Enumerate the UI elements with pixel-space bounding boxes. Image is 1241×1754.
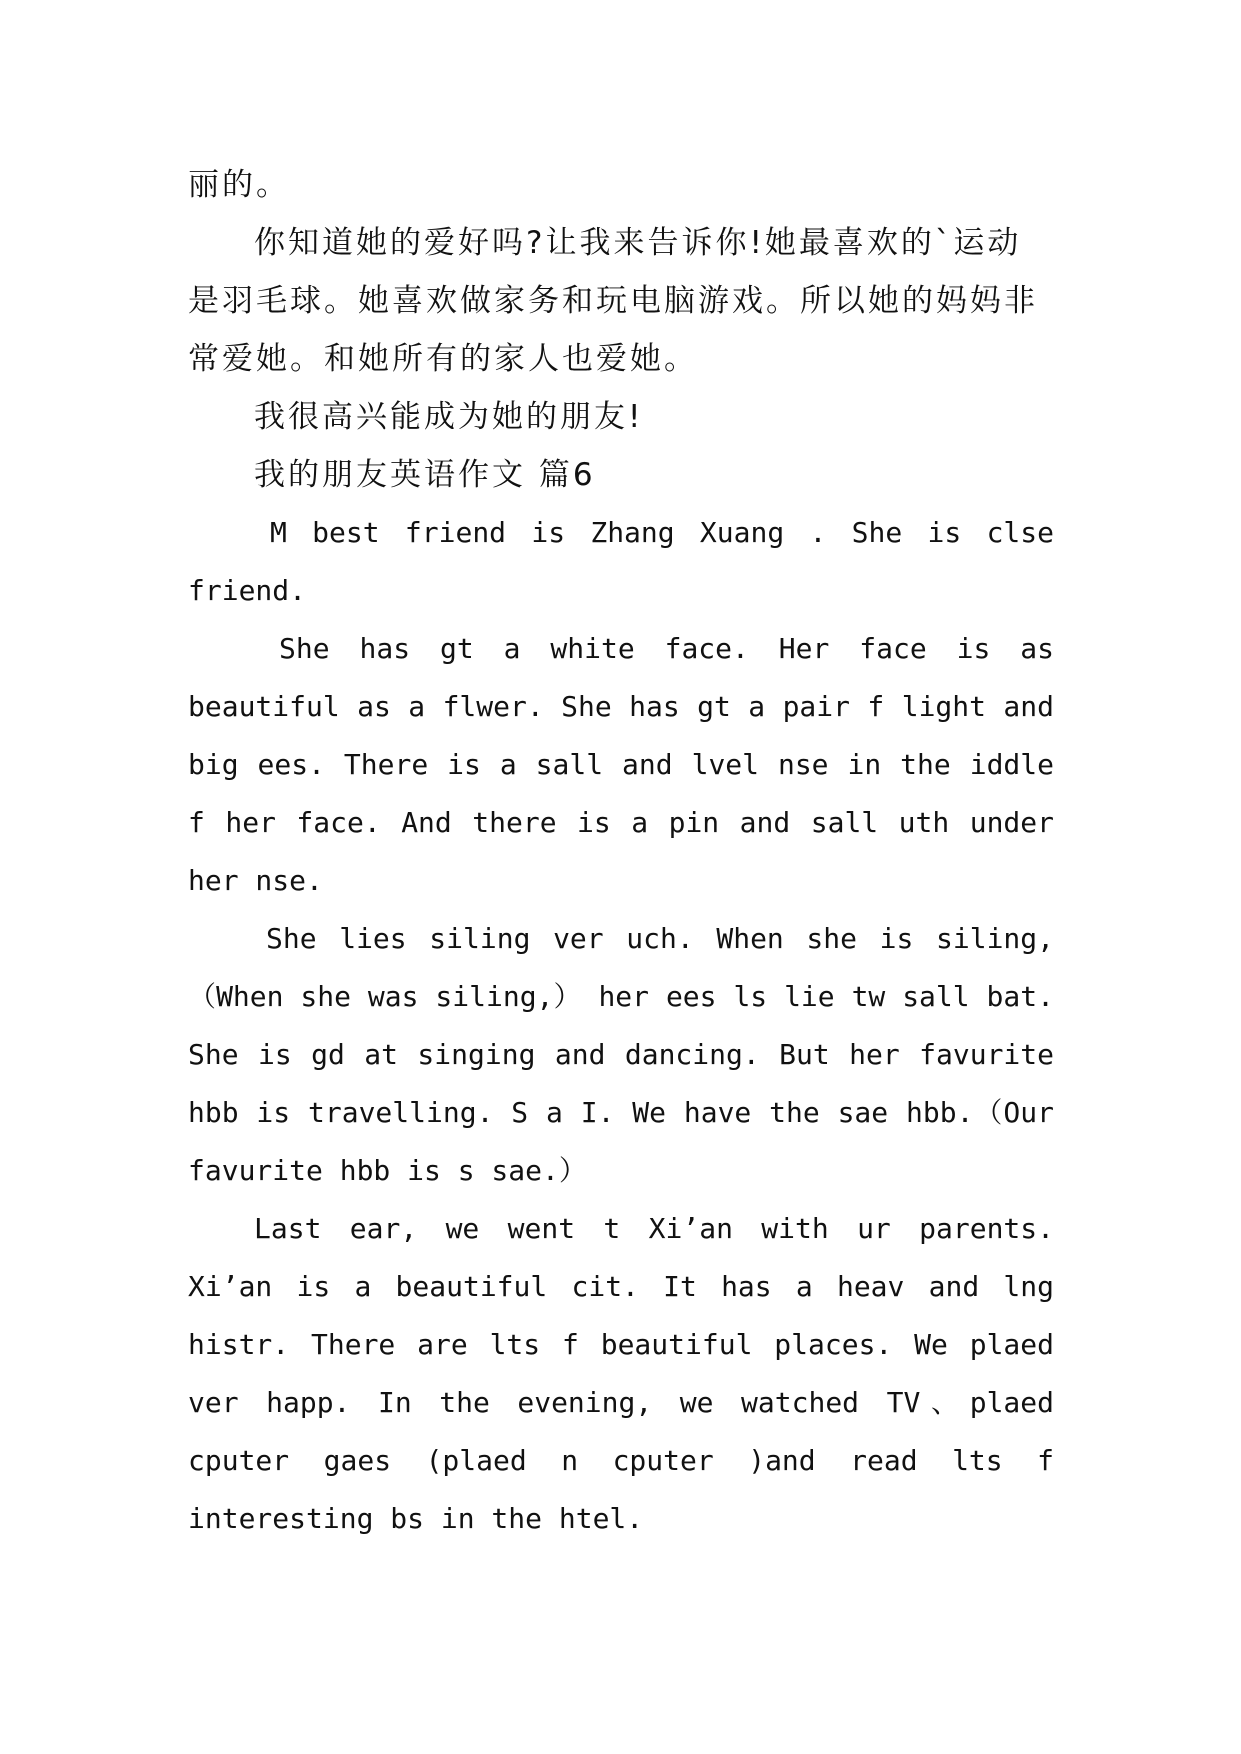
paragraph-6: She has gt a white face. Her face is as beautiful as a flwer. She has gt a pair f light and big ees. There is a sall and lvel nse in the iddle f her face. And there is a pin and sall uth under her nse.	[188, 632, 1054, 897]
document-body	[188, 156, 1054, 1548]
paragraph-5: M best friend is Zhang Xuang . She is clse friend.	[188, 516, 1054, 607]
paragraph-7: She lies siling ver uch. When she is siling,（When she was siling,） her ees ls lie tw sall bat. She is gd at singing and dancing. But her favurite hbb is travelling. S a I. We have the sae hbb.（Our favurite hbb is s sae.）	[188, 922, 1054, 1187]
paragraph-8: Last ear, we went t Xi’an with ur parents. Xi’an is a beautiful cit. It has a heav and lng histr. There are lts f beautiful places. We plaed ver happ. In the evening, we watched TV、plaed cputer gaes (plaed n cputer )and read lts f interesting bs in the htel.	[188, 1212, 1054, 1535]
section-heading: 我的朋友英语作文 篇6	[254, 457, 596, 493]
paragraph-2: 你知道她的爱好吗?让我来告诉你!她最喜欢的`运动是羽毛球。她喜欢做家务和玩电脑游戏。所以她的妈妈非常爱她。和她所有的家人也爱她。	[188, 225, 1038, 377]
paragraph-3: 我很高兴能成为她的朋友!	[254, 399, 644, 435]
paragraph-1: 丽的。	[188, 167, 290, 203]
